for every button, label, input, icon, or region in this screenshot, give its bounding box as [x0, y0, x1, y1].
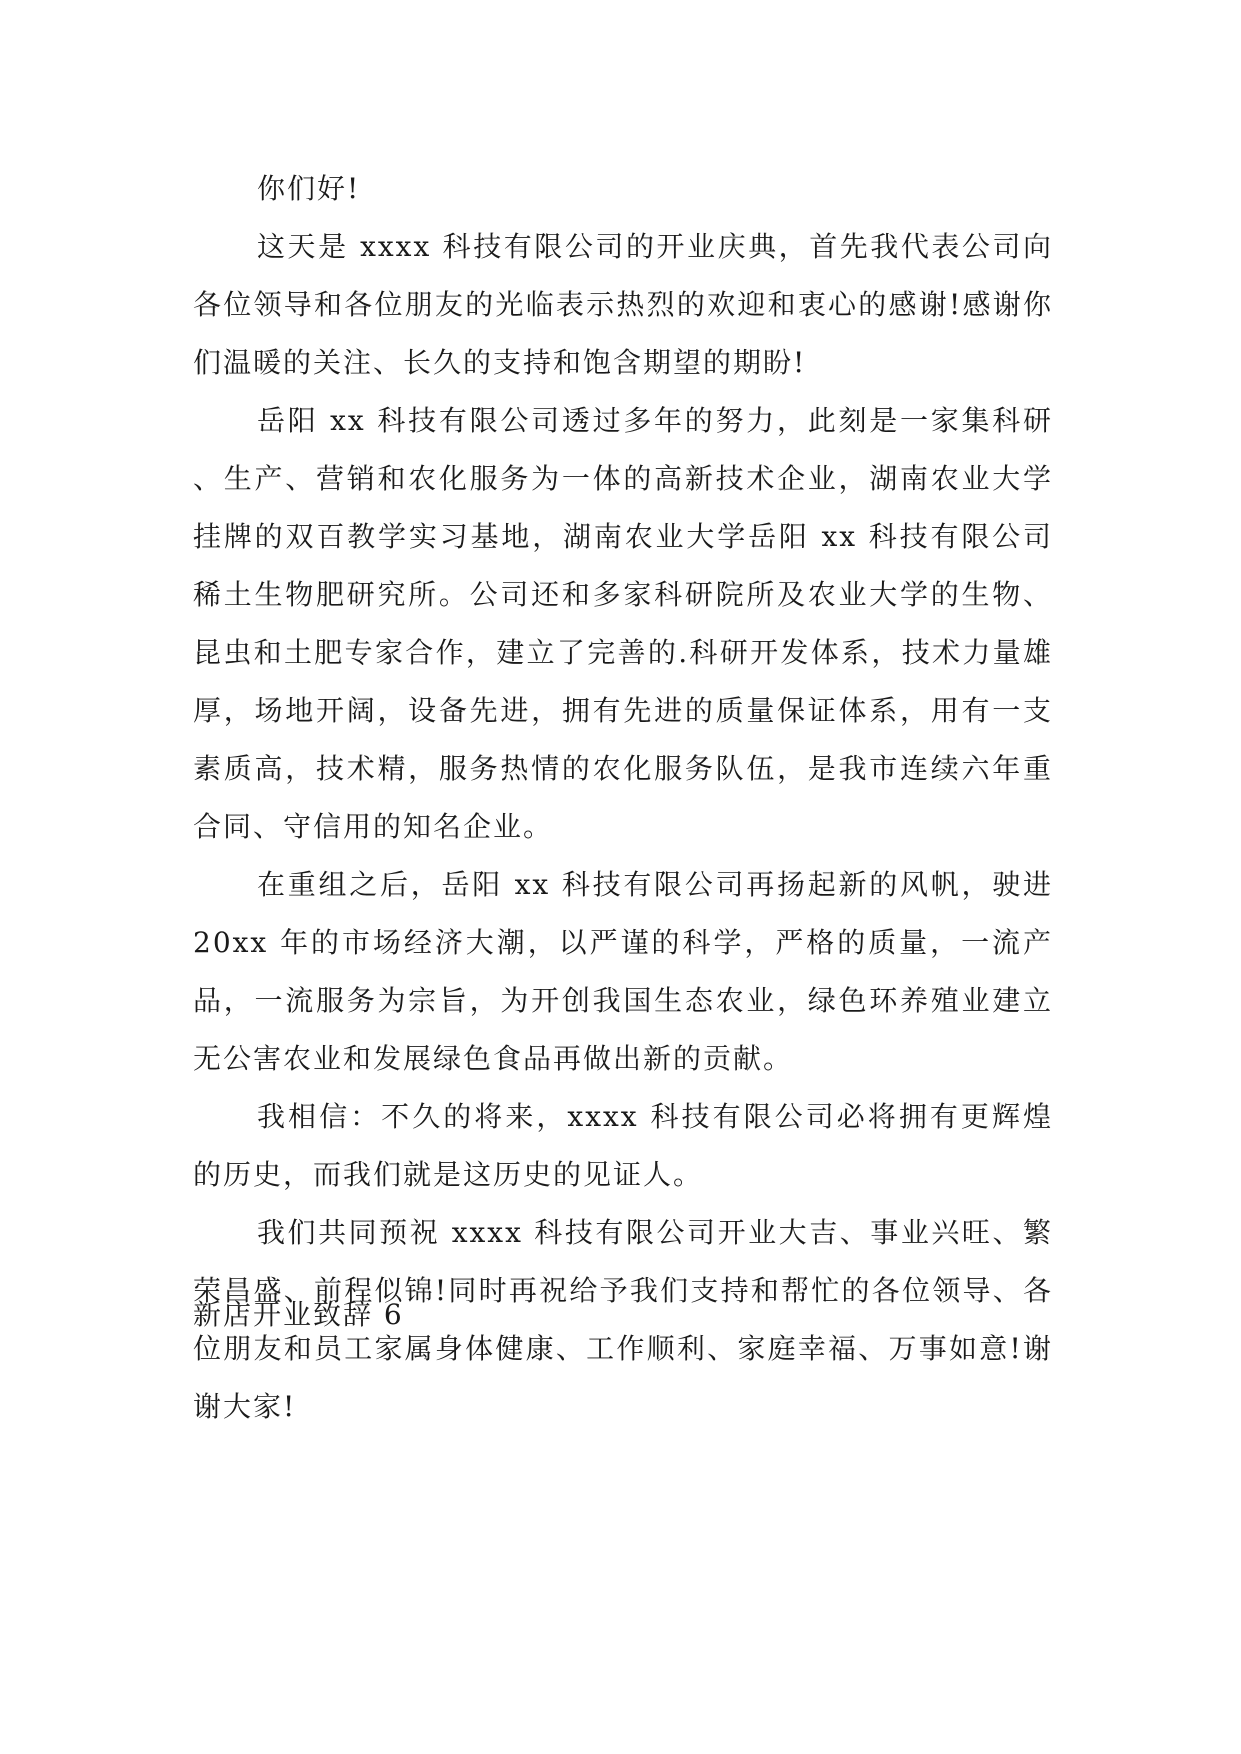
paragraph-restructuring: 在重组之后，岳阳 xx 科技有限公司再扬起新的风帆，驶进 20xx 年的市场经济大潮，以严谨的科学，严格的质量，一流产品，一流服务为宗旨，为开创我国生态农业，绿色环养殖业建立无公害农业和发展绿色食品再做出新的贡献。 [193, 868, 1053, 1075]
paragraph-opening: 这天是 xxxx 科技有限公司的开业庆典，首先我代表公司向各位领导和各位朋友的光临表示热烈的欢迎和衷心的感谢!感谢你们温暖的关注、长久的支持和饱含期望的期盼! [193, 230, 1053, 379]
speech-body [193, 160, 1053, 1436]
paragraph-greeting: 你们好! [257, 172, 361, 205]
paragraph-wishes: 我们共同预祝 xxxx 科技有限公司开业大吉、事业兴旺、繁荣昌盛、前程似锦!同时再祝给予我们支持和帮忙的各位领导、各位朋友和员工家属身体健康、工作顺利、家庭幸福、万事如意!谢谢大家! [193, 1216, 1053, 1423]
next-section-title: 新店开业致辞 6 [193, 1298, 404, 1331]
paragraph-company-intro: 岳阳 xx 科技有限公司透过多年的努力，此刻是一家集科研、生产、营销和农化服务为一体的高新技术企业，湖南农业大学挂牌的双百教学实习基地，湖南农业大学岳阳 xx 科技有限公司稀土生物肥研究所。公司还和多家科研院所及农业大学的生物、昆虫和土肥专家合作，建立了完善的.科研开发体系，技术力量雄厚，场地开阔，设备先进，拥有先进的质量保证体系，用有一支素质高，技术精，服务热情的农化服务队伍，是我市连续六年重合同、守信用的知名企业。 [193, 404, 1053, 843]
paragraph-confidence: 我相信：不久的将来，xxxx 科技有限公司必将拥有更辉煌的历史，而我们就是这历史的见证人。 [193, 1100, 1053, 1191]
